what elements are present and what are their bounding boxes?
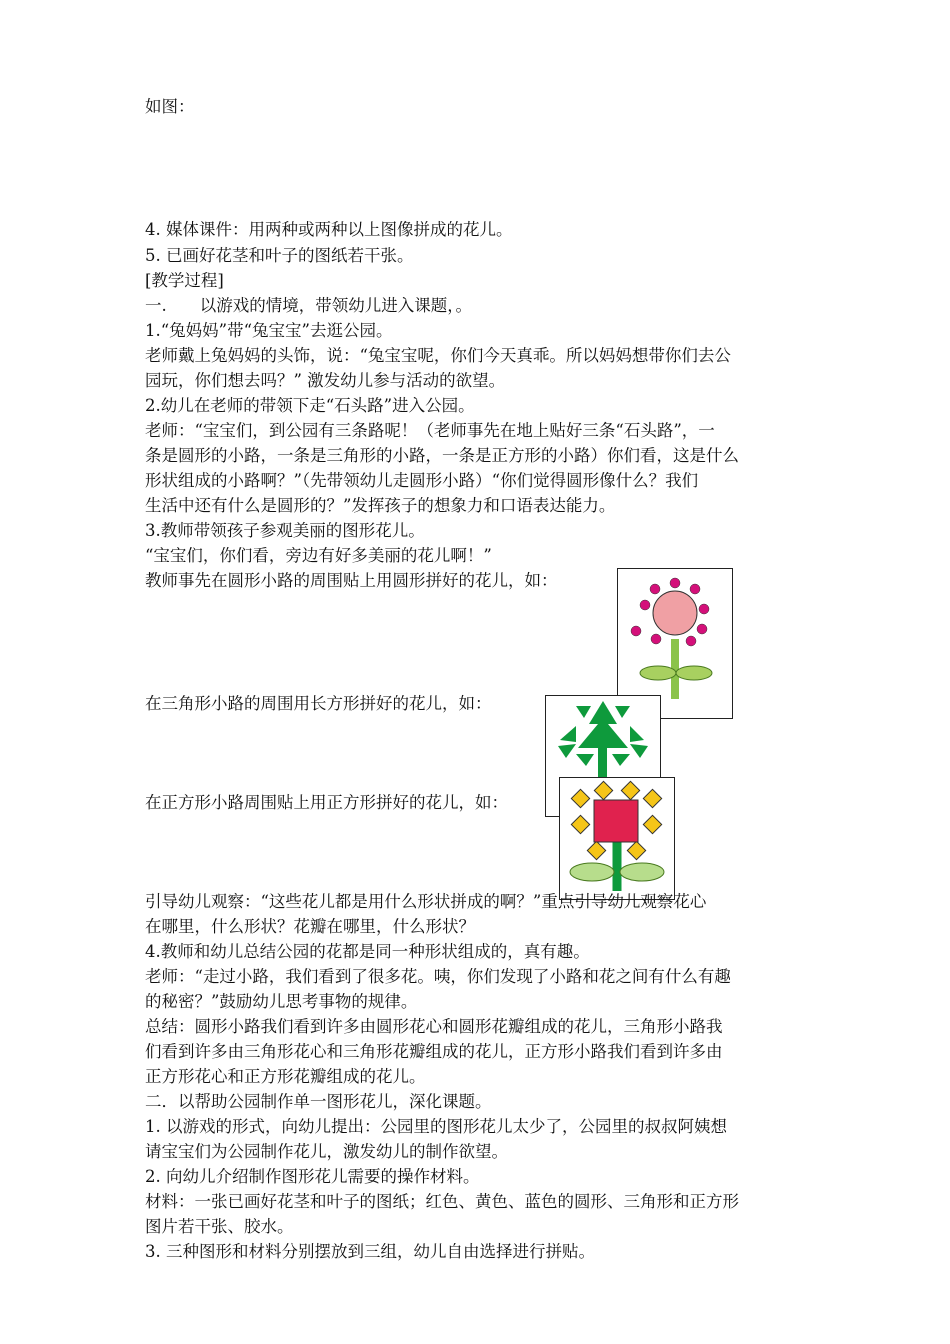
text-line: 一. 以游戏的情境，带领幼儿进入课题，。 bbox=[145, 296, 472, 315]
square-flower-icon bbox=[560, 778, 674, 899]
text-line: 老师：“宝宝们，到公园有三条路呢！（老师事先在地上贴好三条“石头路”，一 bbox=[145, 421, 715, 440]
text-line: [教学过程] bbox=[145, 271, 224, 290]
text-line: 4.教师和幼儿总结公园的花都是同一种形状组成的，真有趣。 bbox=[145, 942, 590, 961]
text-line: 生活中还有什么是圆形的？”发挥孩子的想象力和口语表达能力。 bbox=[145, 496, 616, 515]
text-line: 请宝宝们为公园制作花儿，激发幼儿的制作欲望。 bbox=[145, 1142, 508, 1161]
text-line: 如图： bbox=[145, 97, 195, 116]
text-line: 在三角形小路的周围用长方形拼好的花儿，如： bbox=[145, 694, 492, 713]
text-line: 4. 媒体课件：用两种或两种以上图像拼成的花儿。 bbox=[145, 220, 513, 239]
text-line: 老师：“走过小路，我们看到了很多花。咦，你们发现了小路和花之间有什么有趣 bbox=[145, 967, 731, 986]
text-line: 1.“兔妈妈”带“兔宝宝”去逛公园。 bbox=[145, 321, 393, 340]
text-line: 们看到许多由三角形花心和三角形花瓣组成的花儿，正方形小路我们看到许多由 bbox=[145, 1042, 723, 1061]
text-line: 5. 已画好花茎和叶子的图纸若干张。 bbox=[145, 246, 414, 265]
text-line: 材料：一张已画好花茎和叶子的图纸；红色、黄色、蓝色的圆形、三角形和正方形 bbox=[145, 1192, 739, 1211]
text-line: 1. 以游戏的形式，向幼儿提出：公园里的图形花儿太少了，公园里的叔叔阿姨想 bbox=[145, 1117, 727, 1136]
text-line: 图片若干张、胶水。 bbox=[145, 1217, 294, 1236]
text-line: 二．以帮助公园制作单一图形花儿，深化课题。 bbox=[145, 1092, 492, 1111]
text-line: 老师戴上兔妈妈的头饰，说：“兔宝宝呢，你们今天真乖。所以妈妈想带你们去公 bbox=[145, 346, 731, 365]
text-line: 园玩，你们想去吗？” 激发幼儿参与活动的欲望。 bbox=[145, 371, 506, 390]
text-line: 2. 向幼儿介绍制作图形花儿需要的操作材料。 bbox=[145, 1167, 480, 1186]
square-flower-figure bbox=[559, 777, 675, 900]
text-line: 条是圆形的小路，一条是三角形的小路，一条是正方形的小路）你们看，这是什么 bbox=[145, 446, 739, 465]
text-line: 形状组成的小路啊？”（先带领幼儿走圆形小路）“你们觉得圆形像什么？我们 bbox=[145, 471, 699, 490]
text-line: 在正方形小路周围贴上用正方形拼好的花儿，如： bbox=[145, 793, 508, 812]
text-line: 正方形花心和正方形花瓣组成的花儿。 bbox=[145, 1067, 426, 1086]
text-line: 教师事先在圆形小路的周围贴上用圆形拼好的花儿，如： bbox=[145, 571, 558, 590]
text-line: 引导幼儿观察：“这些花儿都是用什么形状拼成的啊？”重点引导幼儿观察花心 bbox=[145, 892, 707, 911]
text-line: “宝宝们，你们看，旁边有好多美丽的花儿啊！” bbox=[145, 546, 492, 565]
text-line: 3. 三种图形和材料分别摆放到三组，幼儿自由选择进行拼贴。 bbox=[145, 1242, 595, 1261]
text-line: 总结：圆形小路我们看到许多由圆形花心和圆形花瓣组成的花儿，三角形小路我 bbox=[145, 1017, 723, 1036]
text-line: 的秘密？”鼓励幼儿思考事物的规律。 bbox=[145, 992, 418, 1011]
text-line: 在哪里，什么形状？花瓣在哪里，什么形状？ bbox=[145, 917, 475, 936]
text-line: 2.幼儿在老师的带领下走“石头路”进入公园。 bbox=[145, 396, 475, 415]
text-line: 3.教师带领孩子参观美丽的图形花儿。 bbox=[145, 521, 425, 540]
